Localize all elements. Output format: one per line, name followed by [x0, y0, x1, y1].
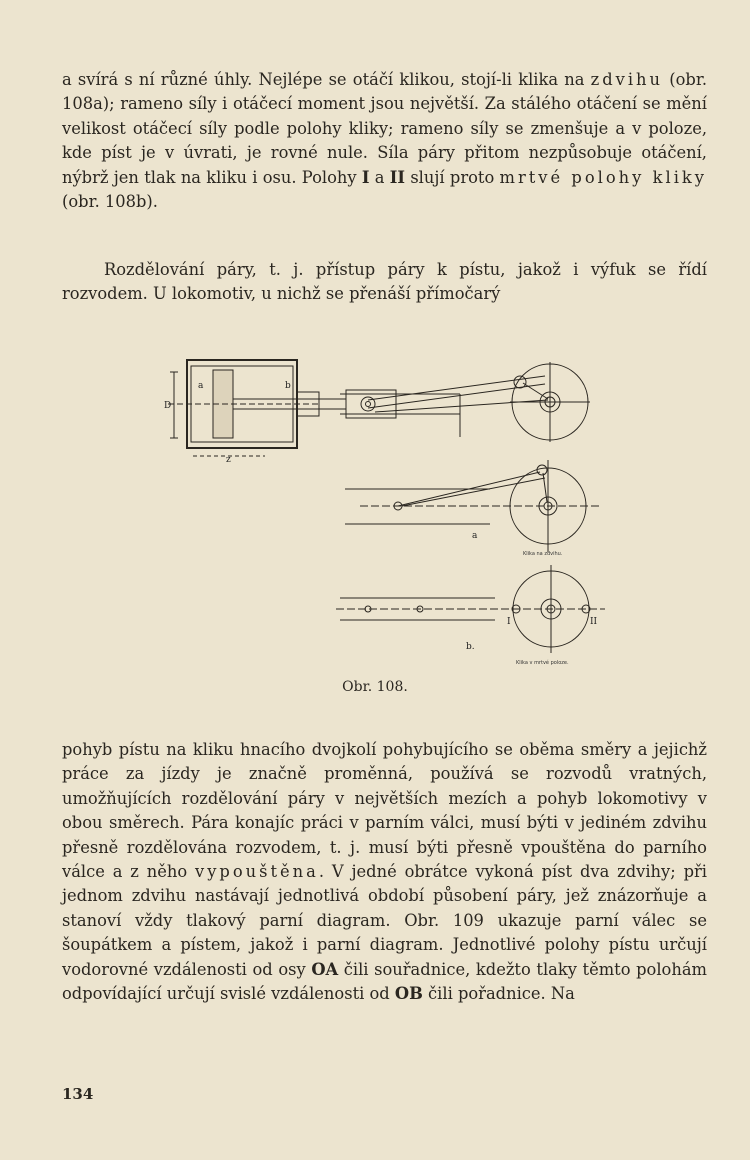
piston-rod: [233, 390, 460, 437]
piston-label-b: b: [285, 381, 291, 391]
paragraph-continuation: a svírá s ní různé úhly. Nejlépe se otáčí klikou, stojí-li klika na zdvihu (obr. 108a); rameno síly i otáčecí moment jsou největší. Za stálého otáčení se mění velikost otáčecí síly podle polohy kliky; rameno síly se zmenšuje a v poloze, kde píst je v úvrati, je rovné nule. Síla páry přitom nezpůsobuje otáčení, nýbrž jen tlak na kliku i osu. Polohy I a II slují proto mrtvé polohy kliky (obr. 108b).: [62, 70, 707, 212]
dead-centre-label-I: I: [507, 617, 511, 627]
page-number: 134: [62, 1085, 94, 1103]
crank-wheel: [510, 362, 590, 442]
spaced-term-vypoustena: vypouštěna: [195, 862, 319, 882]
figure-caption: Obr. 108.: [342, 679, 408, 695]
figure-b-dead-centre: [336, 565, 605, 653]
figure-a-label: a: [472, 531, 478, 541]
dead-centre-label-II: II: [590, 617, 598, 627]
bold-axis-OA: OA: [311, 959, 339, 979]
spaced-term-zdvihu: zdvihu: [590, 70, 664, 89]
piston-label-a: a: [198, 381, 204, 391]
spaced-term-mrtve-polohy: mrtvé polohy kliky: [499, 167, 707, 187]
figure-b-label: b.: [466, 642, 475, 652]
bold-roman-II: II: [389, 167, 406, 187]
bold-axis-OB: OB: [394, 984, 423, 1004]
paragraph-rozvod: pohyb pístu na kliku hnacího dvojkolí pohybujícího se oběma směry a jejichž práce za jízdy je značně proměnná, používá se rozvodů vratných, umožňujících rozdělování páry v největších mezích a pohyb lokomotivy v obou směrech. Pára konajíc práci v parním válci, musí býti v jediném zdvihu přesně rozdělována rozvodem, t. j. musí býti přesně vpouštěna do parního válce a z něho vypouštěna. V jedné obrátce vykoná píst dva zdvihy; při jednom zdvihu nastávají jednotlivá období působení páry, jež znázorňuje a stanoví vždy tlakový parní diagram. Obr. 109 ukazuje parní válec se šoupátkem a pístem, jakož i parní diagram. Jednotlivé polohy pístu určují vodorovné vzdálenosti od osy OA čili souřadnice, kdežto tlaky těmto polohám odpovídající určují svislé vzdálenosti od OB čili pořadnice. Na: [62, 740, 707, 1004]
stroke-label: z: [226, 455, 231, 465]
diameter-label: D: [164, 401, 172, 411]
paragraph-rozdelovani: Rozdělování páry, t. j. přístup páry k pístu, jakož i výfuk se řídí rozvodem. U lokomotiv, u nichž se přenáší přímočarý: [62, 260, 707, 304]
figure-108-diagram: [160, 352, 620, 672]
caption-crank-on-stroke: Klika na zdvihu.: [523, 551, 563, 557]
bold-roman-I: I: [361, 167, 370, 187]
caption-dead-centre: Klika v mrtvé poloze.: [516, 660, 569, 666]
